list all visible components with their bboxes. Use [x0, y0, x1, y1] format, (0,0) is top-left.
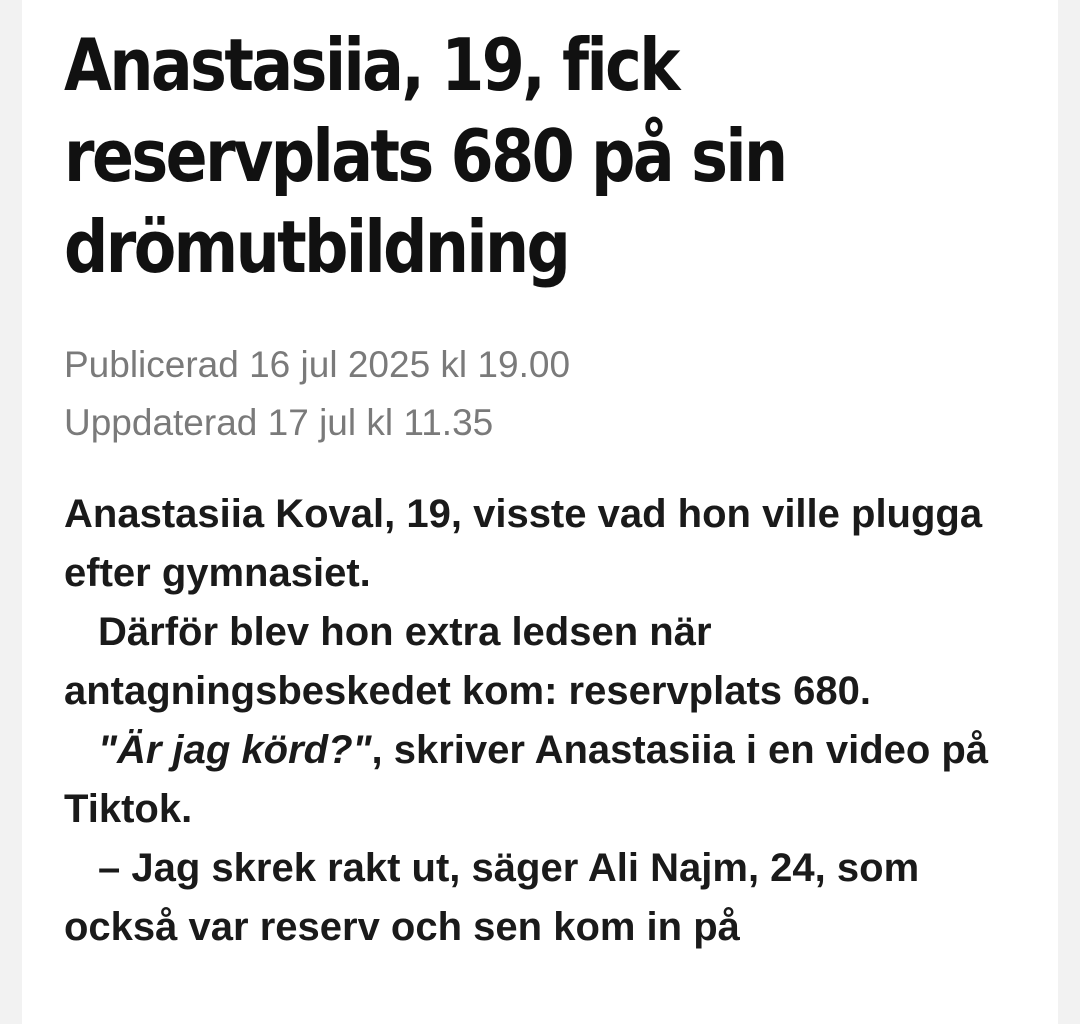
tiktok-quote: "Är jag körd?": [98, 728, 372, 772]
paragraph-4: – Jag skrek rakt ut, säger Ali Najm, 24, som också var reserv och sen kom in på: [64, 846, 920, 949]
article-body: [64, 485, 1024, 957]
paragraph-3: [64, 721, 1024, 839]
paragraph-intro: Anastasiia Koval, 19, visste vad hon ville plugga efter gymnasiet.: [64, 492, 983, 595]
paragraph-3-text: , skriver Anastasiia i en video på Tiktok.: [64, 728, 989, 831]
article-page: [22, 0, 1058, 1024]
article-headline: Anastasiia, 19, fick reservplats 680 på sin drömutbildning: [64, 23, 786, 289]
paragraph-2: Därför blev hon extra ledsen när antagningsbeskedet kom: reservplats 680.: [64, 610, 871, 713]
published-date: Publicerad 16 jul 2025 kl 19.00: [64, 344, 571, 385]
article-content: [64, 20, 1044, 949]
updated-date: Uppdaterad 17 jul kl 11.35: [64, 402, 494, 443]
article-meta: [64, 336, 570, 452]
